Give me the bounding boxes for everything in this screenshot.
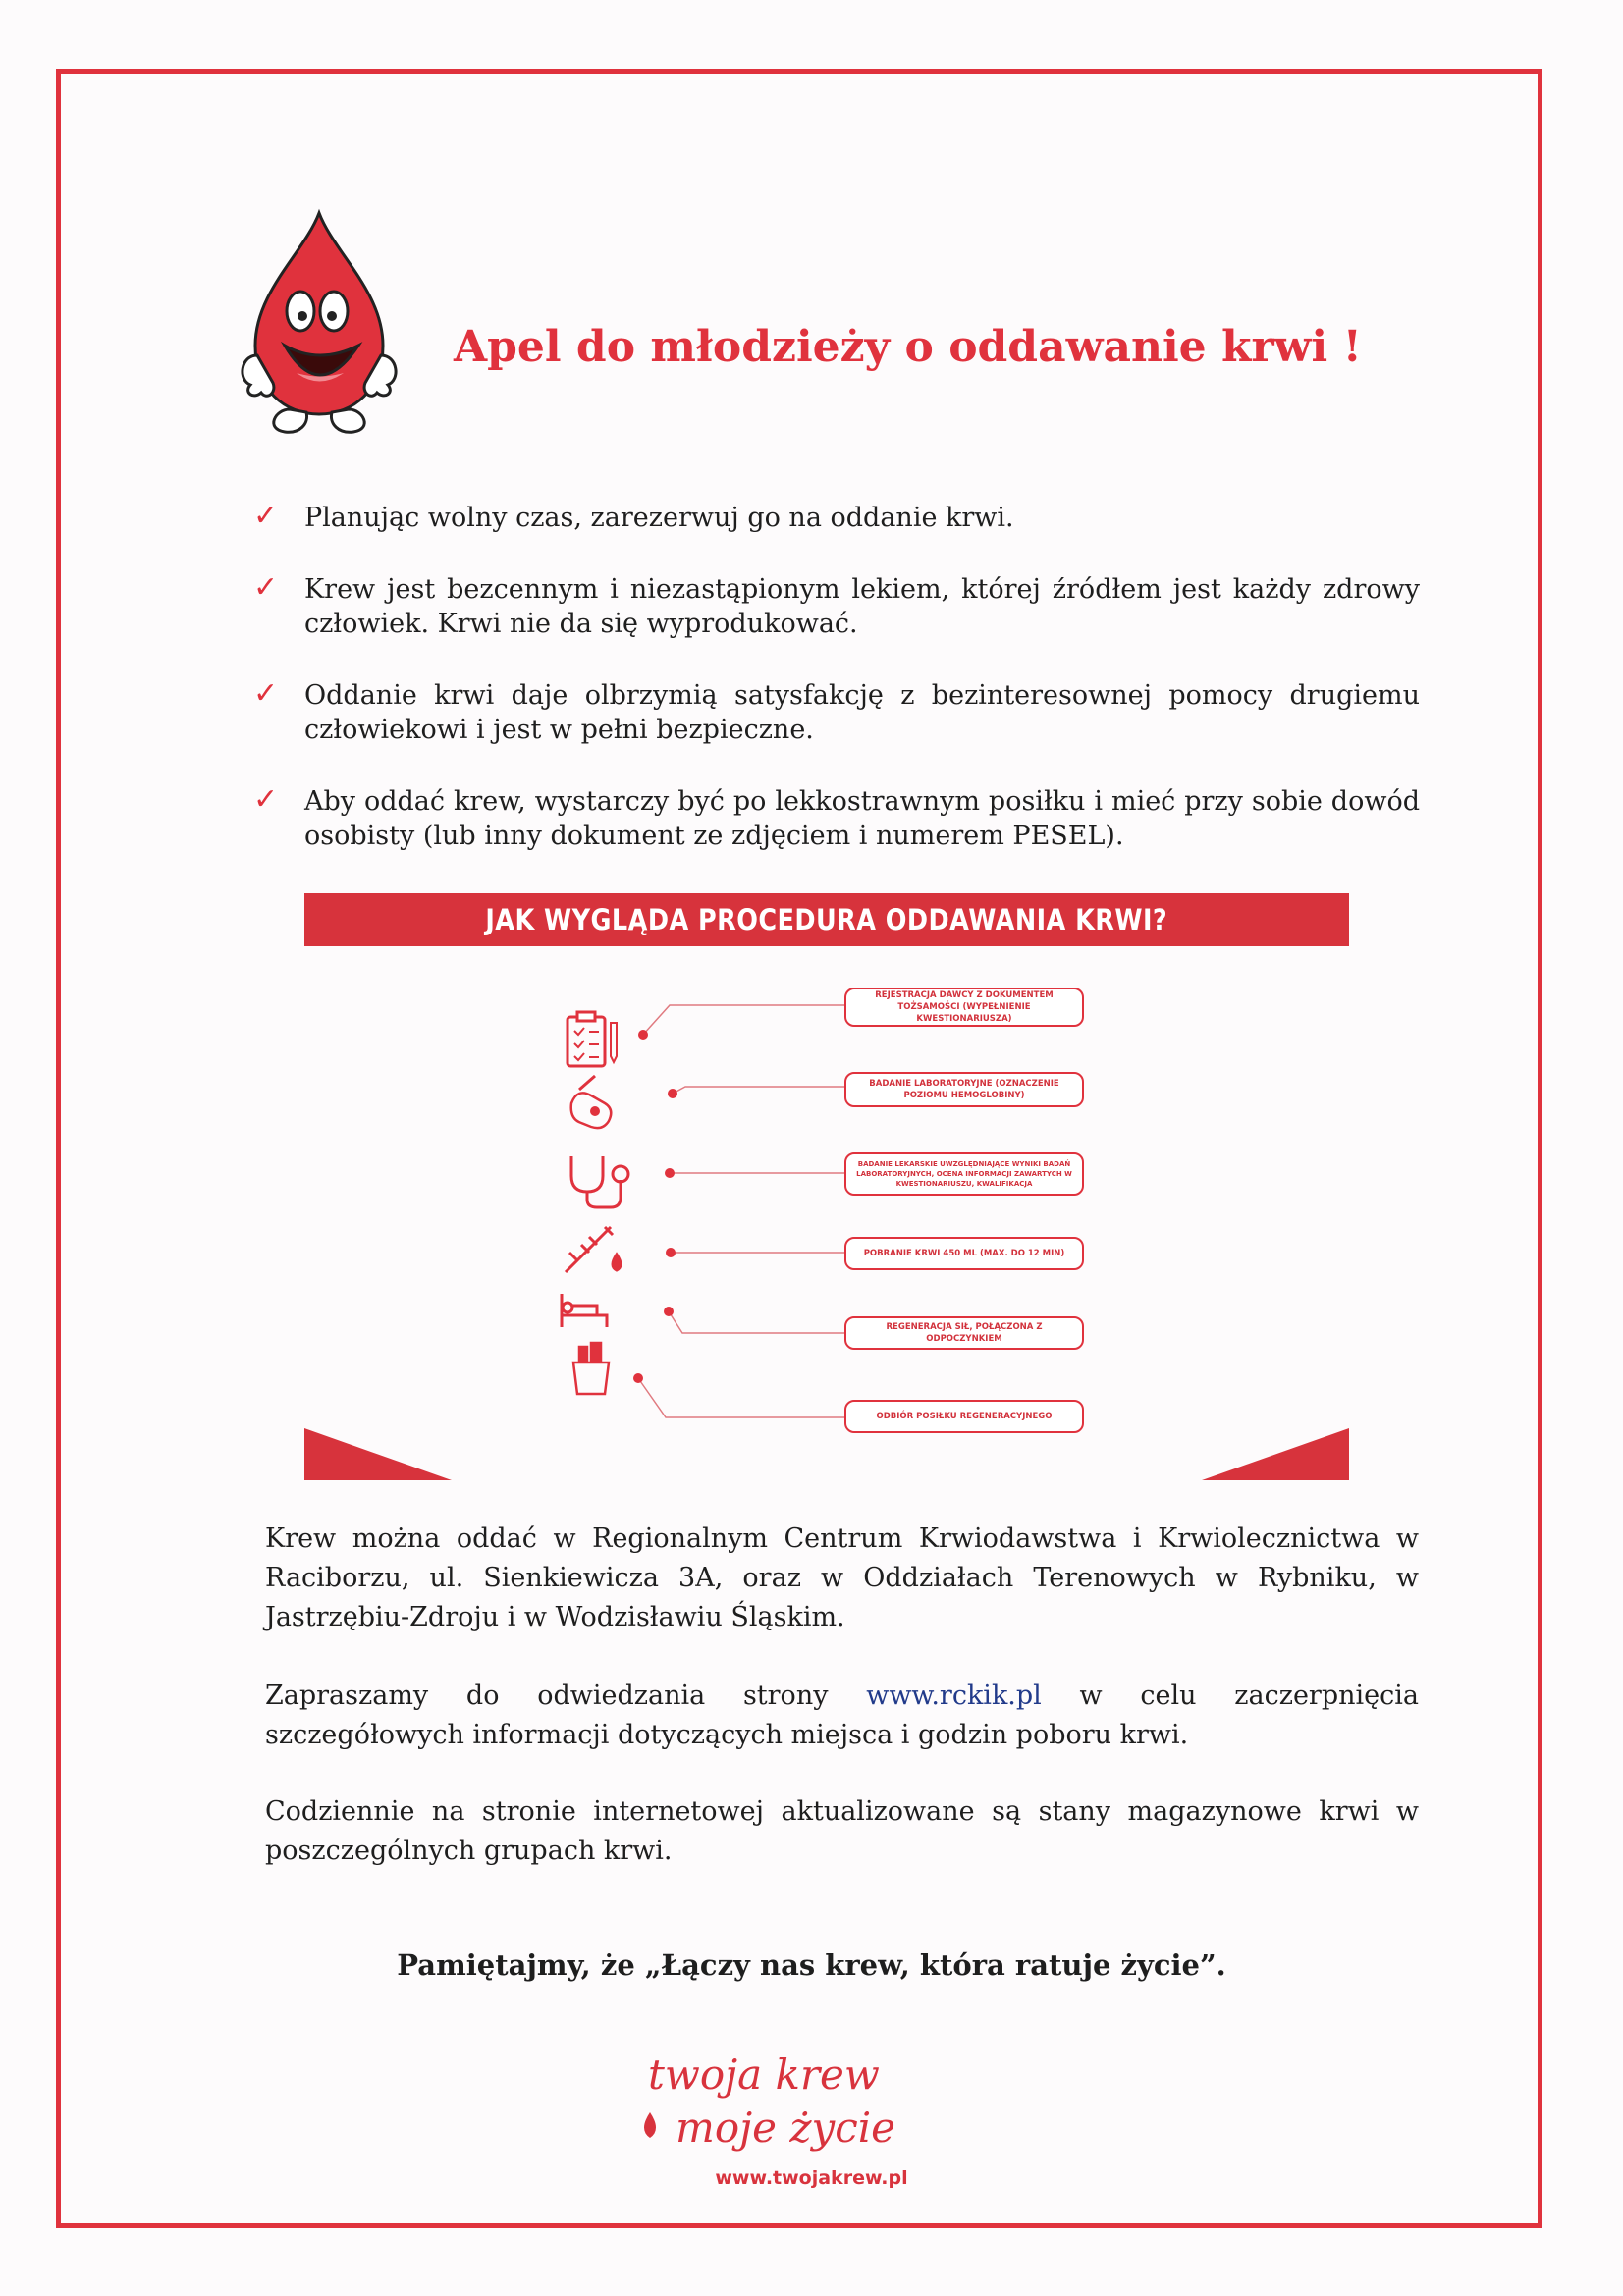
- checkmark-icon: ✓: [253, 570, 279, 605]
- paragraph-website: Zapraszamy do odwiedzania strony www.rckik.pl w celu zaczerpnięcia szczegółowych informacji dotyczących miejsca i godzin poboru krwi.: [265, 1681, 1419, 1750]
- step-label: BADANIE LABORATORYJNE (OZNACZENIE POZIOMU HEMOGLOBINY): [844, 1072, 1084, 1107]
- twojakrew-url[interactable]: www.twojakrew.pl: [715, 2167, 908, 2189]
- stethoscope-icon: [571, 1156, 628, 1207]
- step-label: BADANIE LEKARSKIE UWZGLĘDNIAJĄCE WYNIKI BADAŃ LABORATORYJNYCH, OCENA INFORMACJI ZAWARTYCH W KWESTIONARIUSZU, KWALIFIKACJA: [844, 1152, 1084, 1196]
- list-item: ✓ Planując wolny czas, zarezerwuj go na oddanie krwi.: [253, 499, 1014, 533]
- paragraph-stock: Codziennie na stronie internetowej aktualizowane są stany magazynowe krwi w poszczególnych grupach krwi.: [265, 1796, 1419, 1866]
- procedure-infographic: [304, 893, 1349, 1482]
- svg-text:twoja krew: twoja krew: [648, 2051, 880, 2099]
- bed-icon: [562, 1294, 607, 1327]
- list-item: ✓ Krew jest bezcennym i niezastąpionym lekiem, której źródłem jest każdy zdrowy człowiek. Krwi nie da się wyprodukować.: [253, 570, 1420, 639]
- checkmark-icon: ✓: [253, 676, 279, 711]
- step-label: REGENERACJA SIŁ, POŁĄCZONA Z ODPOCZYNKIEM: [844, 1316, 1084, 1350]
- corner-triangle-right: [1202, 1428, 1349, 1480]
- checkmark-icon: ✓: [253, 499, 279, 533]
- corner-triangle-left: [304, 1428, 452, 1480]
- list-item: ✓ Aby oddać krew, wystarczy być po lekkostrawnym posiłku i mieć przy sobie dowód osobisty (lub inny dokument ze zdjęciem i numerem PESEL).: [253, 782, 1420, 851]
- step-label: REJESTRACJA DAWCY Z DOKUMENTEM TOŻSAMOŚCI (WYPEŁNIENIE KWESTIONARIUSZA): [844, 988, 1084, 1027]
- page-title: Apel do młodzieży o oddawanie krwi !: [454, 322, 1362, 372]
- closing-slogan: Pamiętajmy, że „Łączy nas krew, która ratuje życie”.: [397, 1949, 1226, 1982]
- bullet-list: [253, 501, 1420, 890]
- twoja-krew-logo: [628, 2042, 1001, 2160]
- steps-diagram: [304, 893, 1349, 1482]
- infographic-heading: JAK WYGLĄDA PROCEDURA ODDAWANIA KRWI?: [304, 893, 1349, 946]
- blood-drop-mascot-icon: [236, 208, 403, 444]
- rckik-link[interactable]: www.rckik.pl: [866, 1681, 1042, 1711]
- food-bag-icon: [573, 1343, 609, 1394]
- step-label: ODBIÓR POSIŁKU REGENERACYJNEGO: [844, 1400, 1084, 1433]
- step-label: POBRANIE KRWI 450 ML (MAX. DO 12 MIN): [844, 1237, 1084, 1270]
- list-item: ✓ Oddanie krwi daje olbrzymią satysfakcję z bezinteresownej pomocy drugiemu człowiekowi i jest w pełni bezpieczne.: [253, 676, 1420, 745]
- checkmark-icon: ✓: [253, 782, 279, 817]
- svg-text:moje życie: moje życie: [676, 2104, 896, 2152]
- paragraph-locations: Krew można oddać w Regionalnym Centrum Krwiodawstwa i Krwiolecznictwa w Raciborzu, ul. Sienkiewicza 3A, oraz w Oddziałach Terenowych w Rybniku, w Jastrzębiu-Zdroju i w Wodzisławiu Śląskim.: [265, 1523, 1419, 1632]
- clipboard-icon: [568, 1012, 617, 1066]
- finger-prick-icon: [571, 1076, 612, 1128]
- syringe-icon: [566, 1227, 621, 1272]
